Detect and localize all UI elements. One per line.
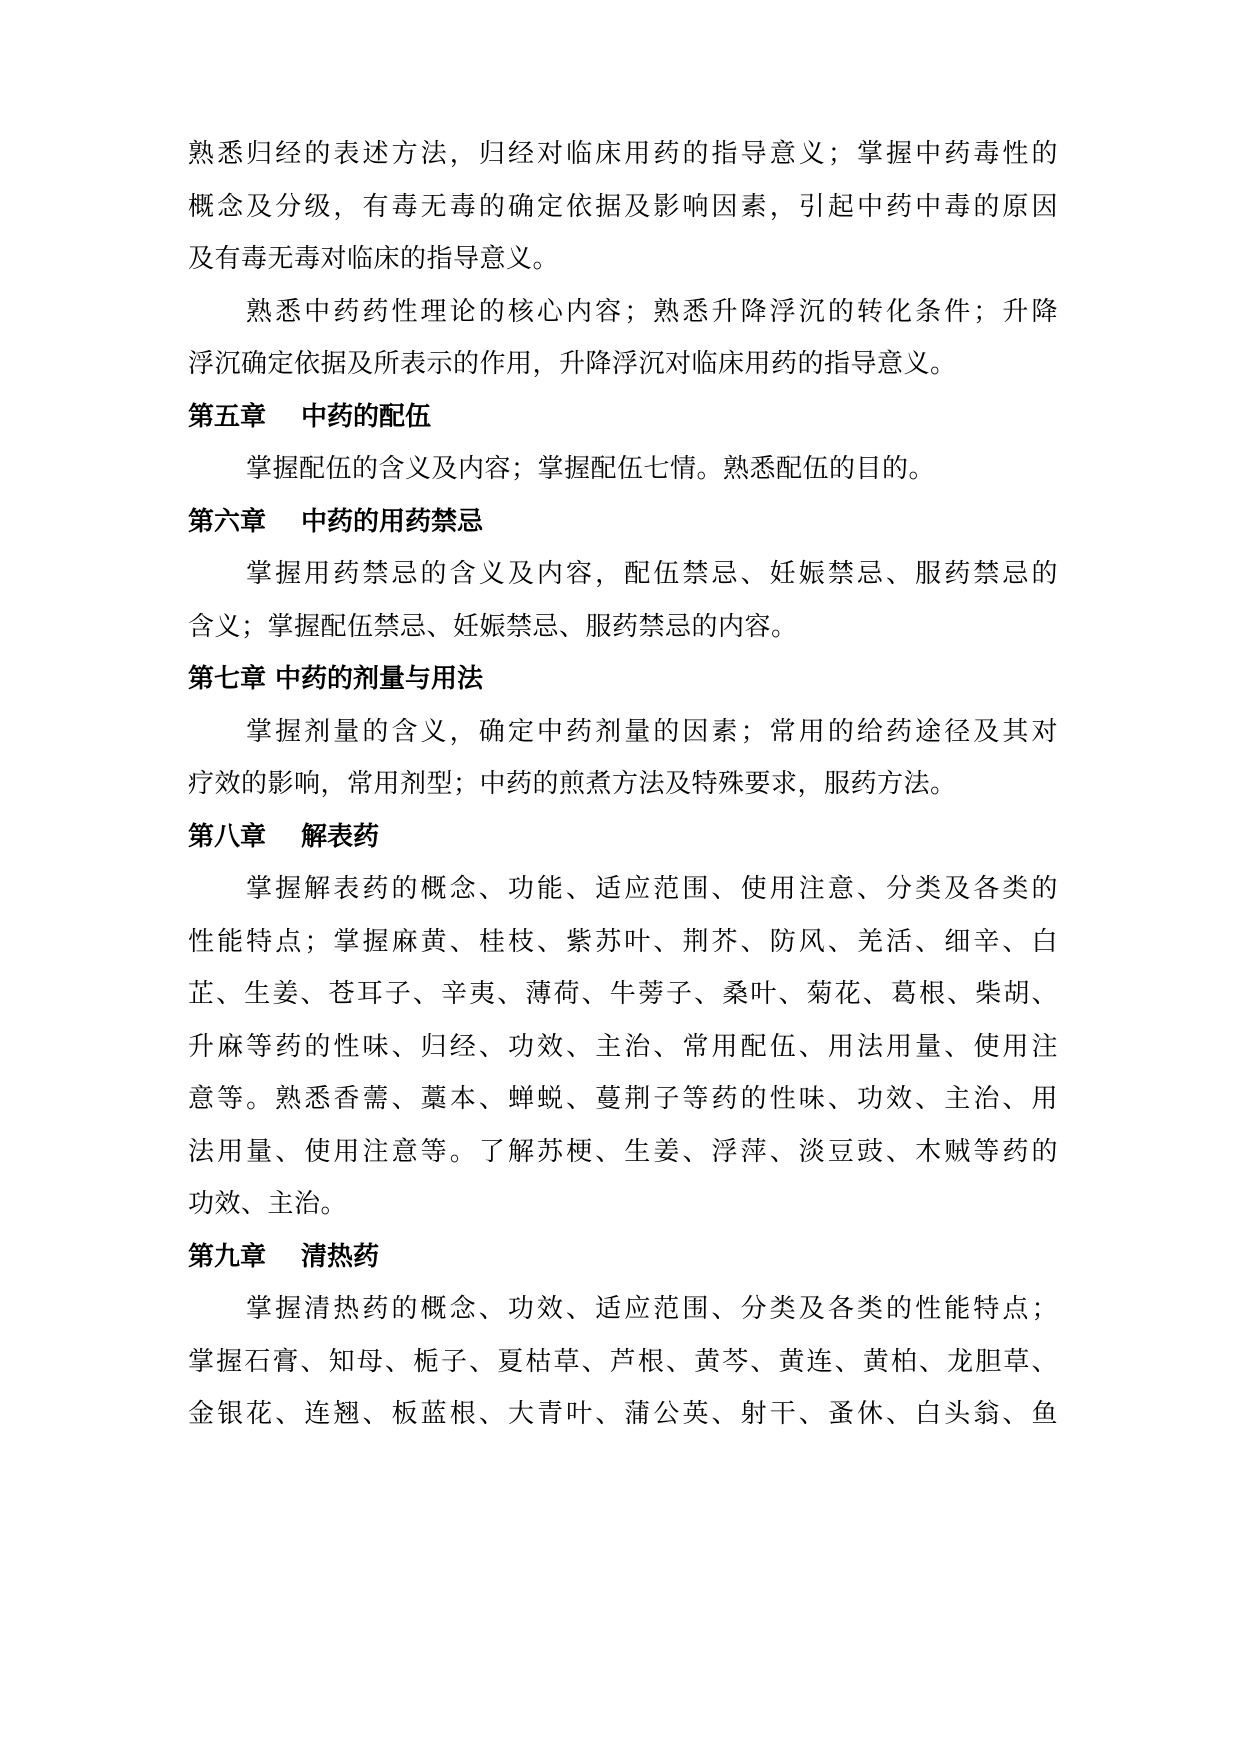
text-line: 掌握配伍的含义及内容；掌握配伍七情。熟悉配伍的目的。 — [246, 454, 936, 484]
text-line: 功效、主治。 — [188, 1189, 348, 1219]
text-line: 掌握用药禁忌的含义及内容，配伍禁忌、妊娠禁忌、服药禁忌的 — [246, 559, 1058, 589]
paragraph-toxicity — [188, 128, 1058, 286]
text-line: 性能特点；掌握麻黄、桂枝、紫苏叶、荆芥、防风、羌活、细辛、白 — [188, 926, 1058, 957]
text-line: 芷、生姜、苍耳子、辛夷、薄荷、牛蒡子、桑叶、菊花、葛根、柴胡、 — [188, 979, 1058, 1009]
text-line: 金银花、连翘、板蓝根、大青叶、蒲公英、射干、蚤休、白头翁、鱼 — [188, 1399, 1058, 1429]
text-line: 熟悉中药药性理论的核心内容；熟悉升降浮沉的转化条件；升降 — [246, 296, 1058, 327]
chapter-8 — [188, 811, 1058, 1231]
text-line: 浮沉确定依据及所表示的作用，升降浮沉对临床用药的指导意义。 — [188, 349, 957, 379]
text-line: 熟悉归经的表述方法，归经对临床用药的指导意义；掌握中药毒性的 — [188, 139, 1058, 169]
paragraph-ascending-descending — [188, 286, 1058, 391]
text-line: 概念及分级，有毒无毒的确定依据及影响因素，引起中药中毒的原因 — [188, 191, 1058, 222]
chapter-heading: 第七章 中药的剂量与用法 — [188, 664, 484, 694]
text-line: 掌握清热药的概念、功效、适应范围、分类及各类的性能特点； — [246, 1294, 1058, 1324]
text-line: 掌握石膏、知母、栀子、夏枯草、芦根、黄芩、黄连、黄柏、龙胆草、 — [188, 1346, 1058, 1377]
chapter-heading: 第八章 解表药 — [188, 821, 380, 852]
text-line: 法用量、使用注意等。了解苏梗、生姜、浮萍、淡豆豉、木贼等药的 — [188, 1136, 1058, 1167]
document-page — [188, 128, 1058, 1441]
chapter-5 — [188, 391, 1058, 496]
chapter-6 — [188, 496, 1058, 654]
chapter-7 — [188, 653, 1058, 811]
chapter-9 — [188, 1231, 1058, 1441]
text-line: 掌握剂量的含义，确定中药剂量的因素；常用的给药途径及其对 — [246, 716, 1058, 747]
chapter-heading: 第九章 清热药 — [188, 1241, 380, 1272]
chapter-heading: 第五章 中药的配伍 — [188, 401, 432, 432]
chapter-heading: 第六章 中药的用药禁忌 — [188, 506, 484, 537]
text-line: 升麻等药的性味、归经、功效、主治、常用配伍、用法用量、使用注 — [188, 1031, 1058, 1062]
text-line: 掌握解表药的概念、功能、适应范围、使用注意、分类及各类的 — [246, 874, 1058, 904]
text-line: 含义；掌握配伍禁忌、妊娠禁忌、服药禁忌的内容。 — [188, 611, 798, 642]
text-line: 意等。熟悉香薷、藁本、蝉蜕、蔓荆子等药的性味、功效、主治、用 — [188, 1084, 1058, 1114]
text-line: 疗效的影响，常用剂型；中药的煎煮方法及特殊要求，服药方法。 — [188, 769, 957, 799]
text-line: 及有毒无毒对临床的指导意义。 — [188, 244, 560, 274]
